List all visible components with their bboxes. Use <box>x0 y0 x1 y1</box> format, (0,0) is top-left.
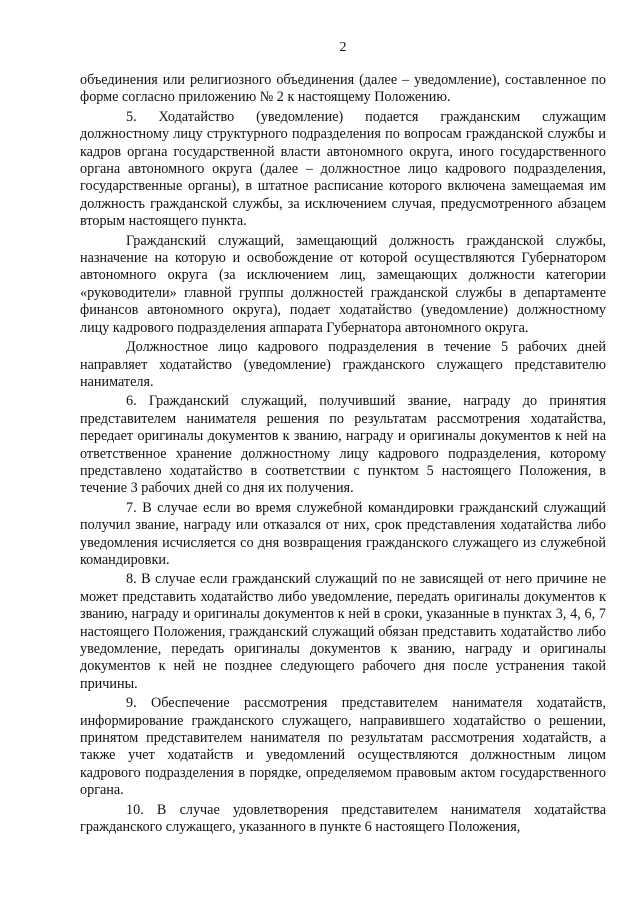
paragraph-item-5-part-2: Гражданский служащий, замещающий должность гражданской службы, назначение на которую и освобождение от которой осуществляются Губернатором автономного округа (за исключением лиц, замещающих должности категории «руководители» главной группы должностей гражданской службы в департаменте финансов автономного округа), подает ходатайство (уведомление) должностному лицу кадрового подразделения аппарата Губернатора автономного округа. <box>80 232 606 336</box>
paragraph-item-5-part-3: Должностное лицо кадрового подразделения в течение 5 рабочих дней направляет ходатайство (уведомление) гражданского служащего представителю нанимателя. <box>80 339 606 390</box>
paragraph-item-6: 6. Гражданский служащий, получивший звание, награду до принятия представителем нанимателя решения по результатам рассмотрения ходатайства, передает оригиналы документов к званию, награду и оригиналы документов к ней на ответственное хранение должностному лицу кадрового подразделения, которому представлено ходатайство в соответствии с пунктом 5 настоящего Положения, в течение 3 рабочих дней со дня их получения. <box>80 393 606 497</box>
document-body <box>80 72 606 836</box>
paragraph-item-7: 7. В случае если во время служебной командировки гражданский служащий получил звание, награду или отказался от них, срок представления ходатайства либо уведомления исчисляется со дня возвращения гражданского служащего из служебной командировки. <box>80 499 606 568</box>
paragraph-item-10: 10. В случае удовлетворения представителем нанимателя ходатайства гражданского служащего, указанного в пункте 6 настоящего Положения, <box>80 801 606 836</box>
paragraph-continuation: объединения или религиозного объединения (далее – уведомление), составленное по форме согласно приложению № 2 к настоящему Положению. <box>80 72 606 106</box>
paragraph-item-5: 5. Ходатайство (уведомление) подается гражданским служащим должностному лицу структурного подразделения по вопросам гражданской службы и кадров органа государственной власти автономного округа, иного государственного органа автономного округа (далее – должностное лицо кадрового подразделения, государственные органы), в штатное расписание которого включена замещаемая им должность гражданской службы, за исключением случая, предусмотренного абзацем вторым настоящего пункта. <box>80 108 606 230</box>
paragraph-item-9: 9. Обеспечение рассмотрения представителем нанимателя ходатайств, информирование гражданского служащего, направившего ходатайство о решении, принятом представителем нанимателя по результатам рассмотрения ходатайств, а также учет ходатайств и уведомлений осуществляются должностным лицом кадрового подразделения в порядке, определяемом правовым актом государственного органа. <box>80 695 606 799</box>
paragraph-item-8: 8. В случае если гражданский служащий по не зависящей от него причине не может представить ходатайство либо уведомление, передать оригиналы документов к званию, награду и оригиналы документов к ней в сроки, указанные в пунктах 3, 4, 6, 7 настоящего Положения, гражданский служащий обязан представить ходатайство либо уведомление, передать оригиналы документов к званию, награду и оригиналы документов к ней не позднее следующего рабочего дня после устранения такой причины. <box>80 571 606 692</box>
page-number: 2 <box>339 40 347 55</box>
